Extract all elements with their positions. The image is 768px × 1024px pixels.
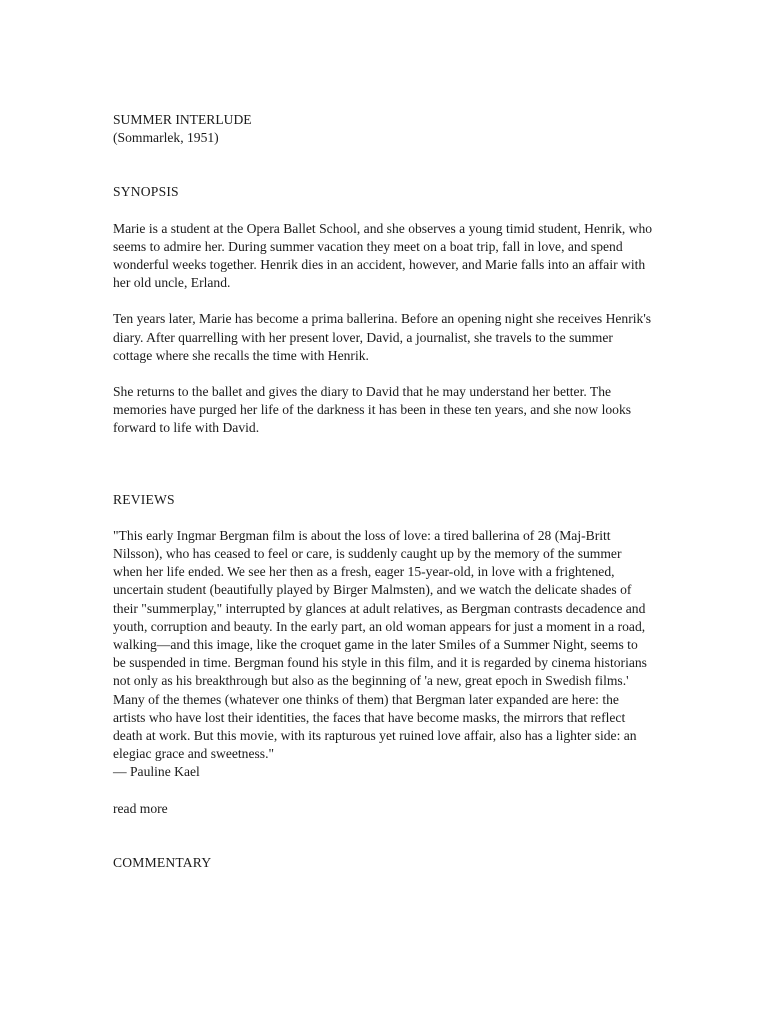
title-block <box>113 111 653 147</box>
synopsis-heading: SYNOPSIS <box>113 184 179 200</box>
synopsis-paragraph-1: Marie is a student at the Opera Ballet School, and she observes a young timid student, Henrik, who seems to admire her. During summer vacation they meet on a boat trip, fall in love, and spend wonderful weeks together. Henrik dies in an accident, however, and Marie falls into an affair with her old uncle, Erland. <box>113 220 653 291</box>
review-quote: "This early Ingmar Bergman film is about the loss of love: a tired ballerina of 28 (Maj-Britt Nilsson), who has ceased to feel or care, is suddenly caught up by the memory of the summer when her life ended. We see her then as a fresh, eager 15-year-old, in love with a frightened, uncertain student (beautifully played by Birger Malmsten), and we watch the delicate shades of their "summerplay," interrupted by glances at adult relatives, as Bergman contrasts decadence and youth, corruption and beauty. In the early part, an old woman appears for just a moment in a road, walking—and this image, like the croquet game in the later Smiles of a Summer Night, seems to be suspended in time. Bergman found his style in this film, and it is regarded by cinema historians not only as his breakthrough but also as the beginning of 'a new, great epoch in Swedish films.' Many of the themes (whatever one thinks of them) that Bergman later expanded are here: the artists who have lost their identities, the faces that have become masks, the mirrors that reflect death at work. But this movie, with its rapturous yet ruined love affair, also has a lighter side: an elegiac grace and sweetness." <box>113 527 647 762</box>
film-subtitle: (Sommarlek, 1951) <box>113 130 219 146</box>
film-title: SUMMER INTERLUDE <box>113 112 252 127</box>
reviews-heading: REVIEWS <box>113 491 175 507</box>
document-page <box>113 111 653 872</box>
synopsis-paragraph-3: She returns to the ballet and gives the diary to David that he may understand her better. The memories have purged her life of the darkness it has been in these ten years, and she now looks forward to life with David. <box>113 384 632 436</box>
read-more-link[interactable]: read more <box>113 800 168 816</box>
commentary-heading: COMMENTARY <box>113 854 212 870</box>
review-attribution: — Pauline Kael <box>113 764 200 780</box>
synopsis-paragraph-2: Ten years later, Marie has become a prima ballerina. Before an opening night she receives Henrik's diary. After quarrelling with her present lover, David, a journalist, she travels to the summer cottage where she recalls the time with Henrik. <box>113 311 652 363</box>
